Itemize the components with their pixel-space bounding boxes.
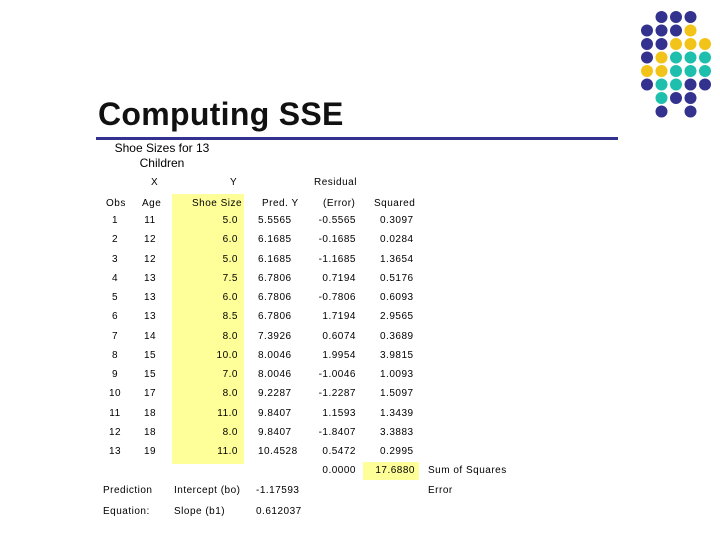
- decorative-dot: [641, 25, 653, 37]
- decorative-dot: [699, 65, 711, 77]
- cell-pred-y: 9.2287: [258, 388, 292, 400]
- cell-error: -1.1685: [318, 253, 356, 265]
- intercept-value: -1.17593: [256, 485, 300, 496]
- decorative-dot: [641, 79, 653, 91]
- residual-column-label: Residual: [314, 177, 357, 188]
- decorative-dot: [656, 11, 668, 23]
- decorative-dot: [670, 52, 682, 64]
- cell-error: -0.1685: [318, 234, 356, 246]
- cell-pred-y: 8.0046: [258, 369, 292, 380]
- decorative-dot: [685, 106, 697, 118]
- cell-pred-y: 7.3926: [258, 330, 292, 342]
- cell-obs: 2: [111, 234, 119, 246]
- decorative-dot: [670, 79, 682, 91]
- cell-pred-y: 6.1685: [258, 234, 292, 246]
- cell-squared: 1.0093: [380, 369, 414, 380]
- cell-pred-y: 6.7806: [258, 311, 292, 323]
- cell-obs: 1: [111, 215, 119, 226]
- decorative-dot: [656, 25, 668, 37]
- intercept-label: Intercept (bo): [174, 485, 241, 496]
- title-underline: [96, 137, 618, 140]
- cell-age: 13: [143, 292, 157, 303]
- cell-error: 1.1593: [322, 407, 356, 419]
- equation-label: Equation:: [103, 506, 150, 517]
- cell-pred-y: 6.7806: [258, 272, 292, 284]
- cell-obs: 8: [111, 349, 119, 361]
- cell-obs: 6: [111, 311, 119, 323]
- decorative-dot: [699, 52, 711, 64]
- cell-shoe-size: 8.0: [222, 388, 238, 400]
- decorative-dot: [685, 92, 697, 104]
- cell-shoe-size: 10.0: [216, 349, 238, 361]
- decorative-dot: [685, 79, 697, 91]
- sum-of-squares-label: Sum of Squares: [428, 465, 507, 476]
- cell-age: 12: [143, 253, 157, 265]
- cell-squared: 0.3689: [380, 330, 414, 342]
- cell-squared: 0.5176: [380, 272, 414, 284]
- cell-pred-y: 6.1685: [258, 253, 292, 265]
- cell-pred-y: 5.5565: [258, 215, 292, 226]
- cell-age: 17: [143, 388, 157, 400]
- cell-shoe-size: 6.0: [222, 234, 238, 246]
- decorative-dot: [656, 106, 668, 118]
- header-obs: Obs: [106, 198, 126, 209]
- cell-pred-y: 10.4528: [258, 446, 298, 457]
- error-sum: 0.0000: [322, 465, 356, 476]
- cell-obs: 11: [109, 407, 121, 419]
- decorative-dot: [685, 38, 697, 50]
- slope-value: 0.612037: [256, 506, 302, 517]
- decorative-dot: [641, 52, 653, 64]
- cell-obs: 9: [111, 369, 119, 380]
- cell-age: 14: [143, 330, 157, 342]
- cell-obs: 10: [108, 388, 122, 400]
- cell-shoe-size: 5.0: [222, 215, 238, 226]
- decorative-dot: [656, 92, 668, 104]
- cell-age: 11: [144, 215, 156, 226]
- prediction-label: Prediction: [103, 485, 153, 496]
- decorative-dot: [641, 38, 653, 50]
- cell-pred-y: 9.8407: [258, 426, 292, 438]
- cell-pred-y: 8.0046: [258, 349, 292, 361]
- decorative-dot: [670, 92, 682, 104]
- decorative-dot: [699, 38, 711, 50]
- decorative-dot: [670, 65, 682, 77]
- cell-age: 18: [143, 426, 157, 438]
- cell-error: -1.2287: [318, 388, 356, 400]
- cell-shoe-size: 11.0: [217, 407, 238, 419]
- cell-pred-y: 9.8407: [258, 407, 292, 419]
- cell-squared: 1.3439: [380, 407, 414, 419]
- decorative-dot: [670, 25, 682, 37]
- cell-error: 1.9954: [322, 349, 356, 361]
- cell-shoe-size: 8.5: [222, 311, 238, 323]
- cell-age: 15: [143, 369, 157, 380]
- decorative-dot: [685, 65, 697, 77]
- cell-pred-y: 6.7806: [258, 292, 292, 303]
- cell-shoe-size: 5.0: [222, 253, 238, 265]
- cell-shoe-size: 11.0: [217, 446, 238, 457]
- decorative-dot: [670, 11, 682, 23]
- decorative-dot: [685, 52, 697, 64]
- header-shoe-size: Shoe Size: [192, 198, 243, 209]
- cell-obs: 7: [111, 330, 119, 342]
- decorative-dot: [656, 79, 668, 91]
- squared-sum: 17.6880: [375, 465, 415, 476]
- cell-squared: 1.5097: [380, 388, 414, 400]
- decorative-dot: [656, 52, 668, 64]
- cell-age: 18: [143, 407, 157, 419]
- cell-squared: 0.6093: [380, 292, 414, 303]
- cell-squared: 0.2995: [380, 446, 414, 457]
- error-label: Error: [428, 485, 453, 496]
- page-title: Computing SSE: [98, 96, 344, 132]
- cell-error: -0.7806: [318, 292, 356, 303]
- cell-obs: 3: [111, 253, 119, 265]
- cell-shoe-size: 8.0: [222, 426, 238, 438]
- cell-squared: 0.0284: [380, 234, 414, 246]
- header-pred-y: Pred. Y: [262, 198, 299, 209]
- header-squared: Squared: [374, 198, 416, 209]
- cell-age: 13: [143, 311, 157, 323]
- cell-shoe-size: 7.0: [222, 369, 238, 380]
- decorative-dot: [656, 38, 668, 50]
- cell-squared: 1.3654: [380, 253, 414, 265]
- cell-error: 1.7194: [322, 311, 356, 323]
- cell-age: 13: [143, 272, 157, 284]
- header-error: (Error): [323, 198, 356, 209]
- cell-obs: 12: [108, 426, 122, 438]
- cell-squared: 0.3097: [380, 215, 414, 226]
- cell-obs: 4: [111, 272, 119, 284]
- cell-squared: 3.3883: [380, 426, 414, 438]
- decorative-dot: [656, 65, 668, 77]
- y-column-label: Y: [230, 177, 238, 188]
- decorative-dot: [670, 38, 682, 50]
- cell-shoe-size: 7.5: [222, 272, 238, 284]
- cell-shoe-size: 8.0: [222, 330, 238, 342]
- cell-error: 0.5472: [322, 446, 356, 457]
- cell-error: 0.6074: [322, 330, 356, 342]
- cell-age: 12: [143, 234, 157, 246]
- cell-shoe-size: 6.0: [222, 292, 238, 303]
- cell-error: -1.8407: [318, 426, 356, 438]
- cell-age: 19: [143, 446, 157, 457]
- decorative-dot: [641, 65, 653, 77]
- decorative-dot: [699, 79, 711, 91]
- cell-obs: 13: [108, 446, 122, 457]
- cell-squared: 2.9565: [380, 311, 414, 323]
- cell-error: -0.5565: [318, 215, 356, 226]
- cell-squared: 3.9815: [380, 349, 414, 361]
- decorative-dot: [685, 11, 697, 23]
- cell-obs: 5: [111, 292, 119, 303]
- x-column-label: X: [151, 177, 159, 188]
- table-subtitle: Shoe Sizes for 13 Children: [114, 141, 210, 170]
- cell-error: 0.7194: [322, 272, 356, 284]
- cell-error: -1.0046: [318, 369, 356, 380]
- header-age: Age: [142, 198, 162, 209]
- decorative-dot: [685, 25, 697, 37]
- cell-age: 15: [143, 349, 157, 361]
- slope-label: Slope (b1): [174, 506, 226, 517]
